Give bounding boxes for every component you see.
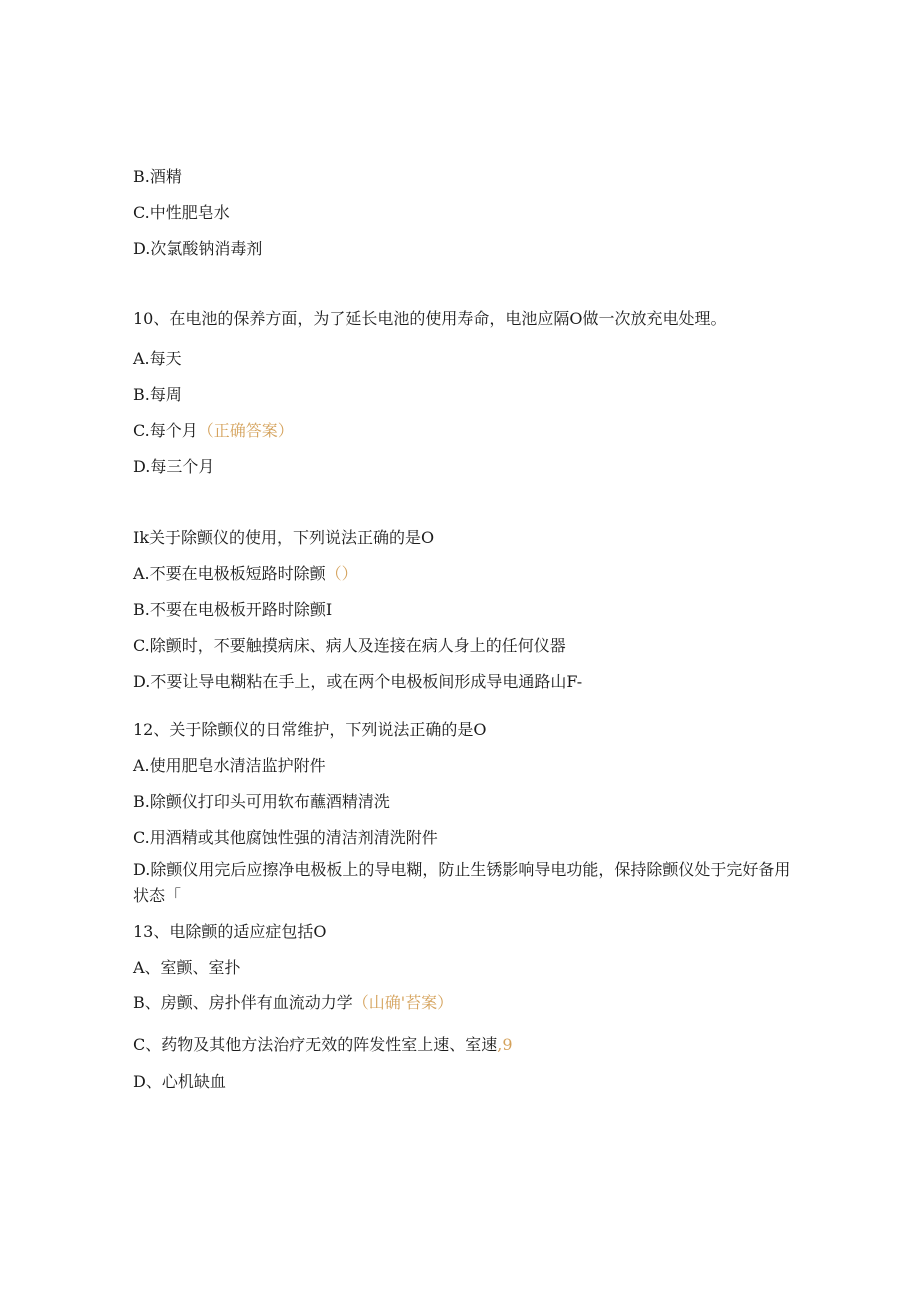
option-text: C.中性肥皂水 [133,203,230,222]
option-a-13 [133,957,241,979]
option-text: C.每个月 [133,421,198,440]
option-text: B.酒精 [133,167,182,186]
option-d-13 [133,1071,226,1093]
question-13 [133,921,326,943]
option-b-13 [133,992,453,1014]
question-text: 13、电除颤的适应症包括O [133,922,327,941]
option-a-10 [133,348,182,370]
question-12 [133,719,486,741]
answer-mark: （） [325,564,358,583]
option-b-12 [133,791,390,813]
option-b-11 [133,599,332,621]
option-text: B.不要在电极板开路时除颤I [133,600,333,619]
option-c-11 [133,635,566,657]
option-c-13 [133,1034,513,1056]
option-text: C.用酒精或其他腐蚀性强的清洁剂清洗附件 [133,828,438,847]
option-a-11 [133,563,358,585]
option-text: D.次氯酸钠消毒剂 [133,239,263,258]
option-text: A.使用肥皂水清洁监护附件 [133,756,326,775]
answer-mark: ,9 [497,1035,513,1054]
option-text: A.不要在电极板短路时除颤 [133,564,326,583]
option-text: B.每周 [133,385,182,404]
option-text: A、室颤、室扑 [133,958,241,977]
question-text: 10、在电池的保养方面，为了延长电池的使用寿命，电池应隔O做一次放充电处理。 [133,309,727,328]
option-c-9 [133,202,230,224]
option-text: D、心机缺血 [133,1072,226,1091]
option-text: B、房颤、房扑伴有血流动力学 [133,993,353,1012]
option-text: D.每三个月 [133,457,215,476]
option-c-10 [133,420,294,442]
question-10 [133,308,726,330]
option-d-11 [133,671,582,693]
option-text: B.除颤仪打印头可用软布蘸酒精清洗 [133,792,390,811]
option-text: A.每天 [133,349,182,368]
option-d-12 [133,857,793,909]
answer-mark: （正确答案） [197,421,294,440]
option-b-10 [133,384,182,406]
option-a-12 [133,755,326,777]
option-text: D.除颤仪用完后应擦净电极板上的导电糊，防止生锈影响导电功能，保持除颤仪处于完好备用状态「 [133,860,791,905]
option-c-12 [133,827,438,849]
option-text: C、药物及其他方法治疗无效的阵发性室上速、室速 [133,1035,498,1054]
option-d-10 [133,456,214,478]
question-text: Ik关于除颤仪的使用，下列说法正确的是O [133,528,435,547]
question-text: 12、关于除颤仪的日常维护，下列说法正确的是O [133,720,487,739]
question-11 [133,527,434,549]
answer-mark: （山确'苔案） [352,993,454,1012]
option-text: C.除颤时，不要触摸病床、病人及连接在病人身上的任何仪器 [133,636,566,655]
option-text: D.不要让导电糊粘在手上，或在两个电极板间形成导电通路山F- [133,672,583,691]
option-b-9 [133,166,182,188]
option-d-9 [133,238,262,260]
